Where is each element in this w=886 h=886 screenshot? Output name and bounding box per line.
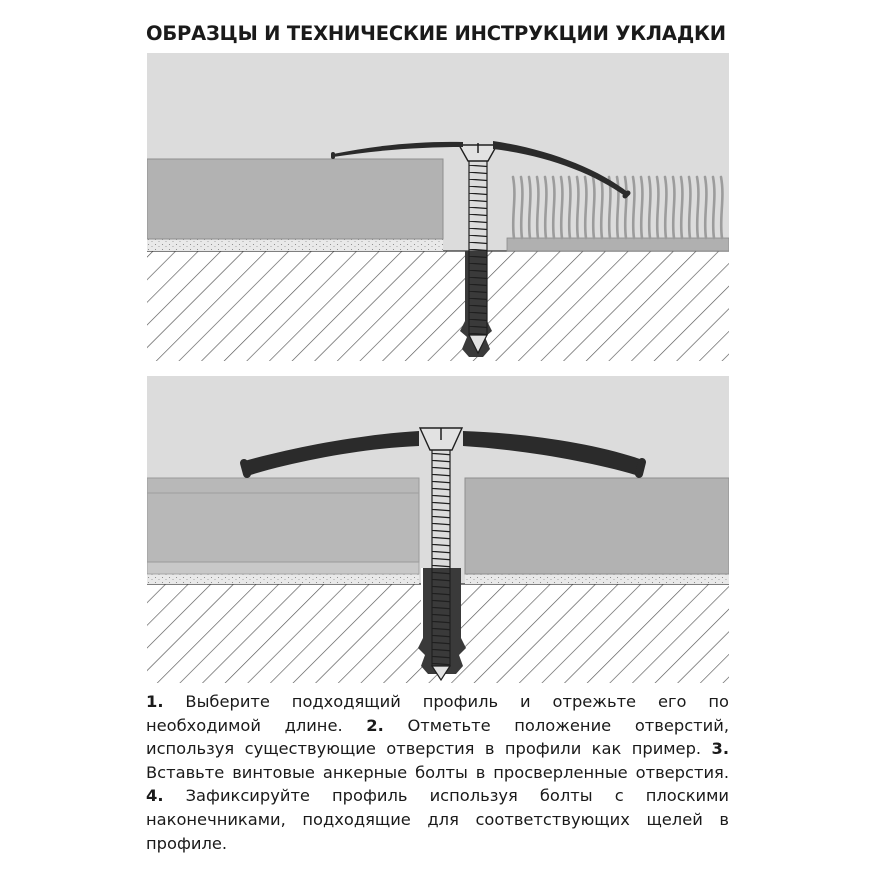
floor-board-right xyxy=(465,478,729,574)
step-1-text: Выберите подходящий профиль и отрежьте его по необходимой длине. xyxy=(146,692,729,735)
step-3-text: Вставьте винтовые анкерные болты в просверленные отверстия. xyxy=(146,762,729,782)
step-4-text: Зафиксируйте профиль используя болты с плоскими наконечниками, подходящие для соответствующих щелей в профиле. xyxy=(146,786,729,853)
carpet-backing xyxy=(507,238,729,251)
diagram-carpet-transition xyxy=(147,53,729,361)
step-2-text: Отметьте положение отверстий, используя существующие отверстия в профили как пример. xyxy=(146,715,729,759)
floor-board-left xyxy=(147,159,443,239)
underlay-left xyxy=(147,239,443,251)
floor-board-left-base xyxy=(147,562,419,574)
installation-instructions xyxy=(146,690,729,855)
floor-board-left xyxy=(147,478,419,562)
page-title: ОБРАЗЦЫ И ТЕХНИЧЕСКИЕ ИНСТРУКЦИИ УКЛАДКИ xyxy=(146,22,726,45)
diagram-floor-transition xyxy=(147,376,729,683)
underlay-left xyxy=(147,574,419,584)
step-3-number: 3. xyxy=(711,739,729,759)
step-1-number: 1. xyxy=(146,692,164,711)
step-4-number: 4. xyxy=(146,786,164,806)
subfloor-concrete xyxy=(147,251,729,361)
step-2-number: 2. xyxy=(366,715,384,735)
underlay-right xyxy=(465,574,729,584)
